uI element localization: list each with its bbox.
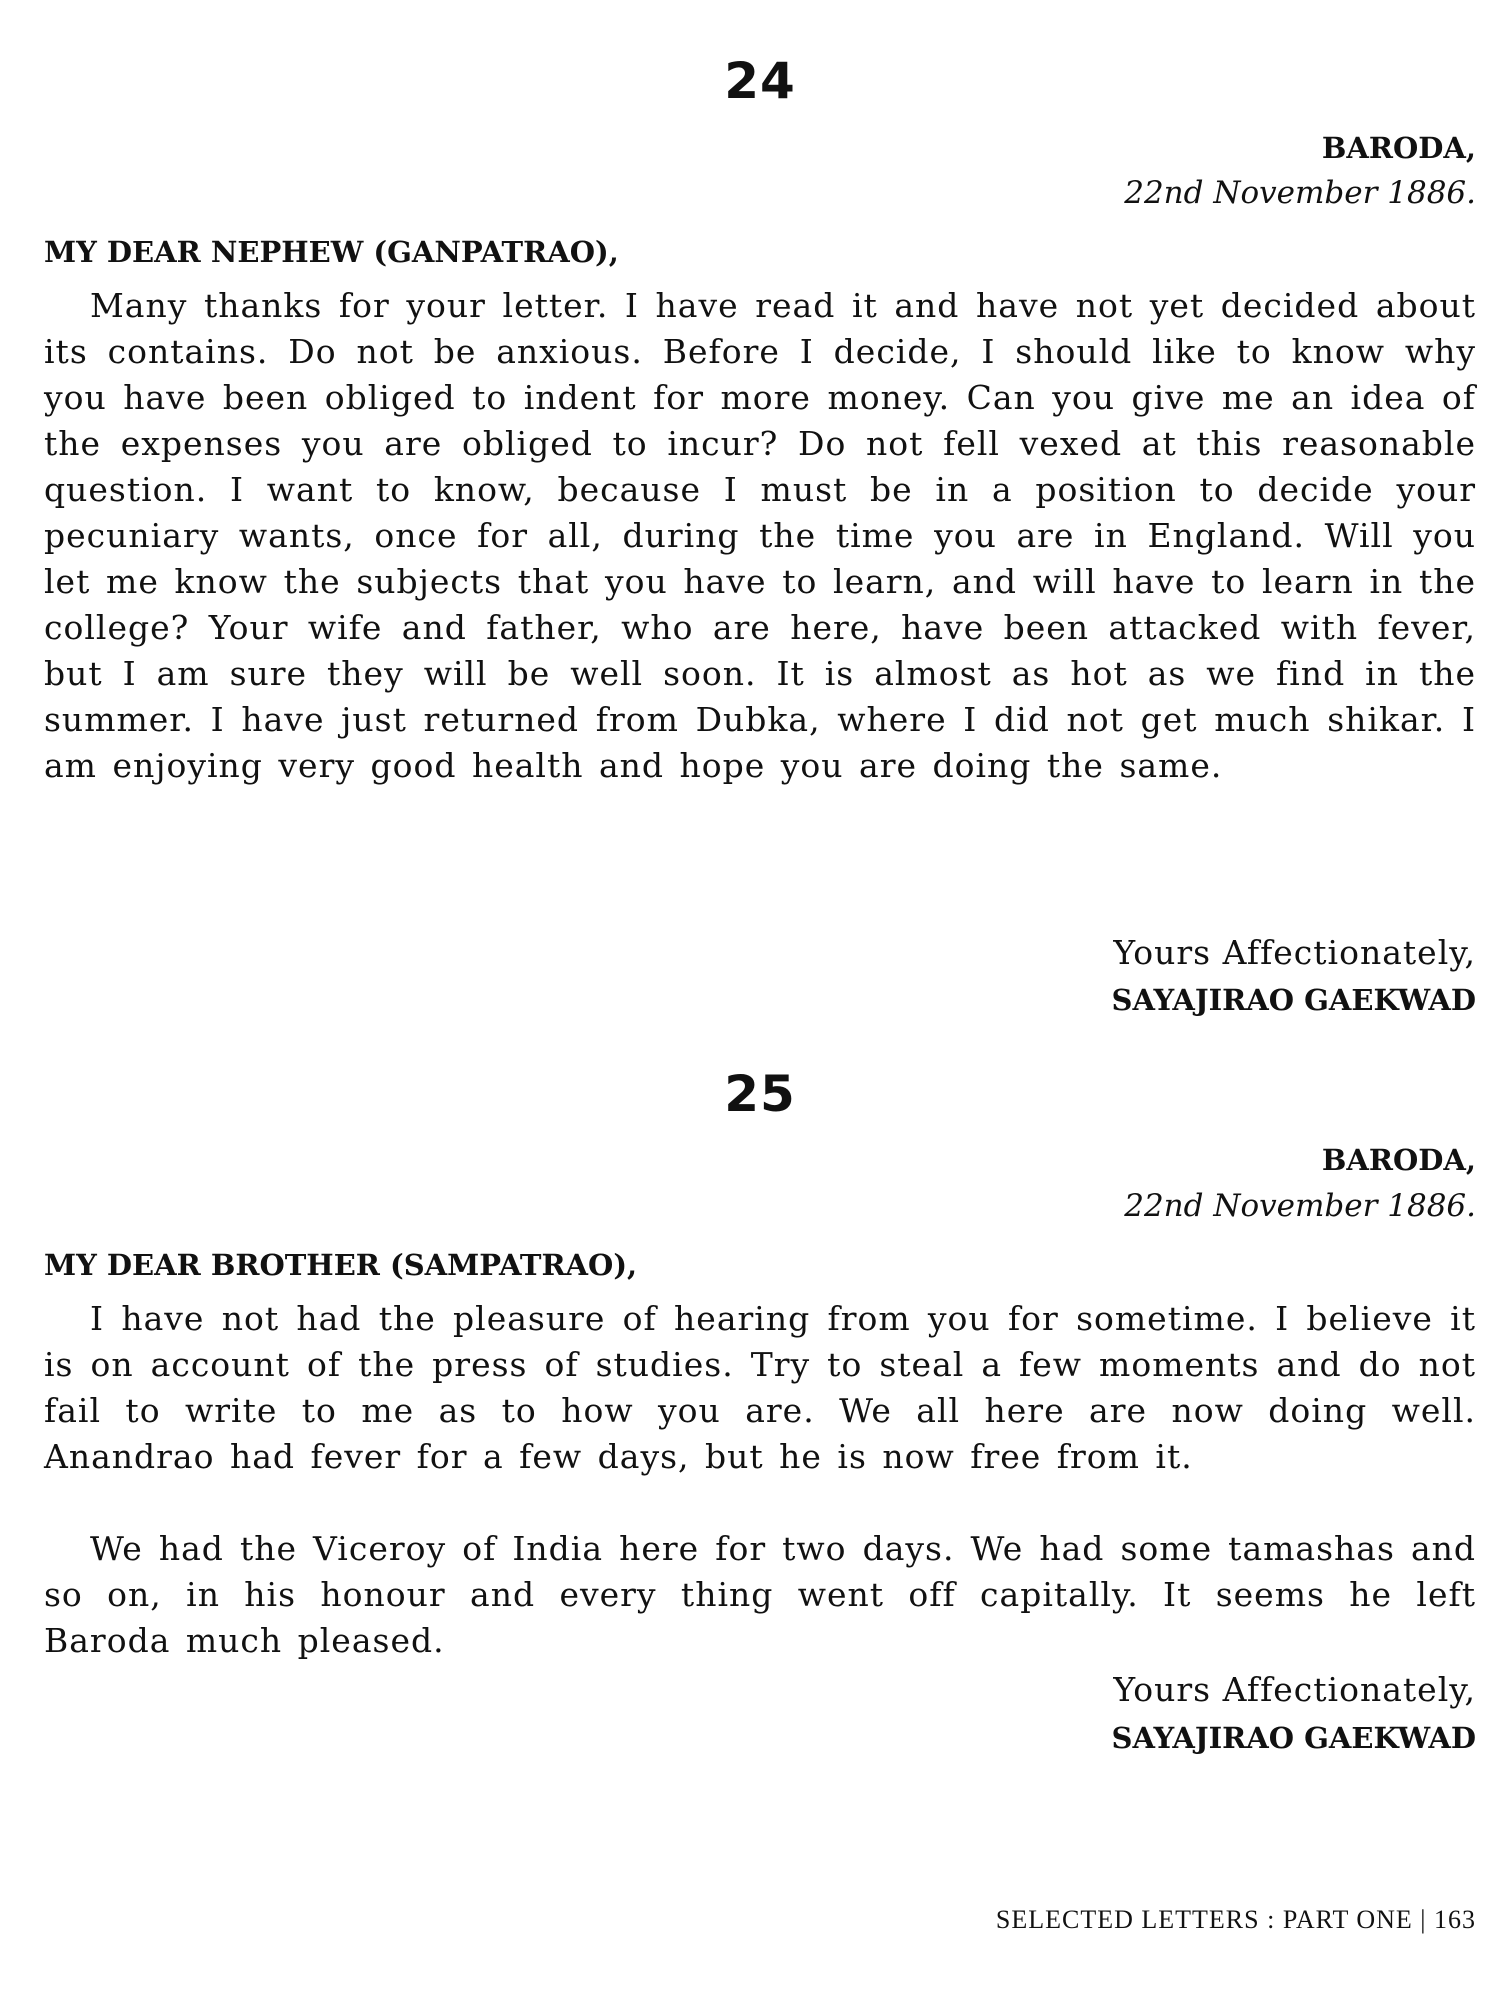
letter-paragraph: I have not had the pleasure of hearing from you for sometime. I believe it is on account of the press of studies. Try to steal a few moments and do not fail to write to me as to how you are. We all here are now doing well. Anandrao had fever for a few days, but he is now free from it. <box>44 1299 1476 1476</box>
letter-closing: Yours Affectionately, <box>1113 1670 1476 1709</box>
letter-number: 25 <box>724 1065 796 1123</box>
letter-number: 24 <box>724 52 796 110</box>
letter-salutation: MY DEAR NEPHEW (GANPATRAO), <box>44 235 619 269</box>
page-footer: SELECTED LETTERS : PART ONE | 163 <box>995 1905 1476 1934</box>
letter-paragraph: We had the Viceroy of India here for two days. We had some tamashas and so on, in his honour and every thing went off capitally. It seems he left Baroda much pleased. <box>44 1529 1476 1660</box>
letter-paragraph: Many thanks for your letter. I have read it and have not yet decided about its contains. Do not be anxious. Before I decide, I should like to know why you have been obliged to indent for more money. Can you give me an idea of the expenses you are obliged to incur? Do not fell vexed at this reasonable question. I want to know, because I must be in a position to decide your pecuniary wants, once for all, during the time you are in England. Will you let me know the subjects that you have to learn, and will have to learn in the college? Your wife and father, who are here, have been attacked with fever, but I am sure they will be well soon. It is almost as hot as we find in the summer. I have just returned from Dubka, where I did not get much shikar. I am enjoying very good health and hope you are doing the same. <box>44 286 1476 785</box>
letter-date: 22nd November 1886. <box>1124 1188 1476 1224</box>
letter-signature: SAYAJIRAO GAEKWAD <box>1111 983 1476 1017</box>
document-page <box>44 0 1476 2000</box>
letter-signature: SAYAJIRAO GAEKWAD <box>1111 1721 1476 1755</box>
letter-date: 22nd November 1886. <box>1124 175 1476 211</box>
letter-salutation: MY DEAR BROTHER (SAMPATRAO), <box>44 1248 638 1282</box>
letter-place: BARODA, <box>1321 1143 1476 1177</box>
letter-place: BARODA, <box>1321 131 1476 165</box>
letter-closing: Yours Affectionately, <box>1113 933 1476 972</box>
